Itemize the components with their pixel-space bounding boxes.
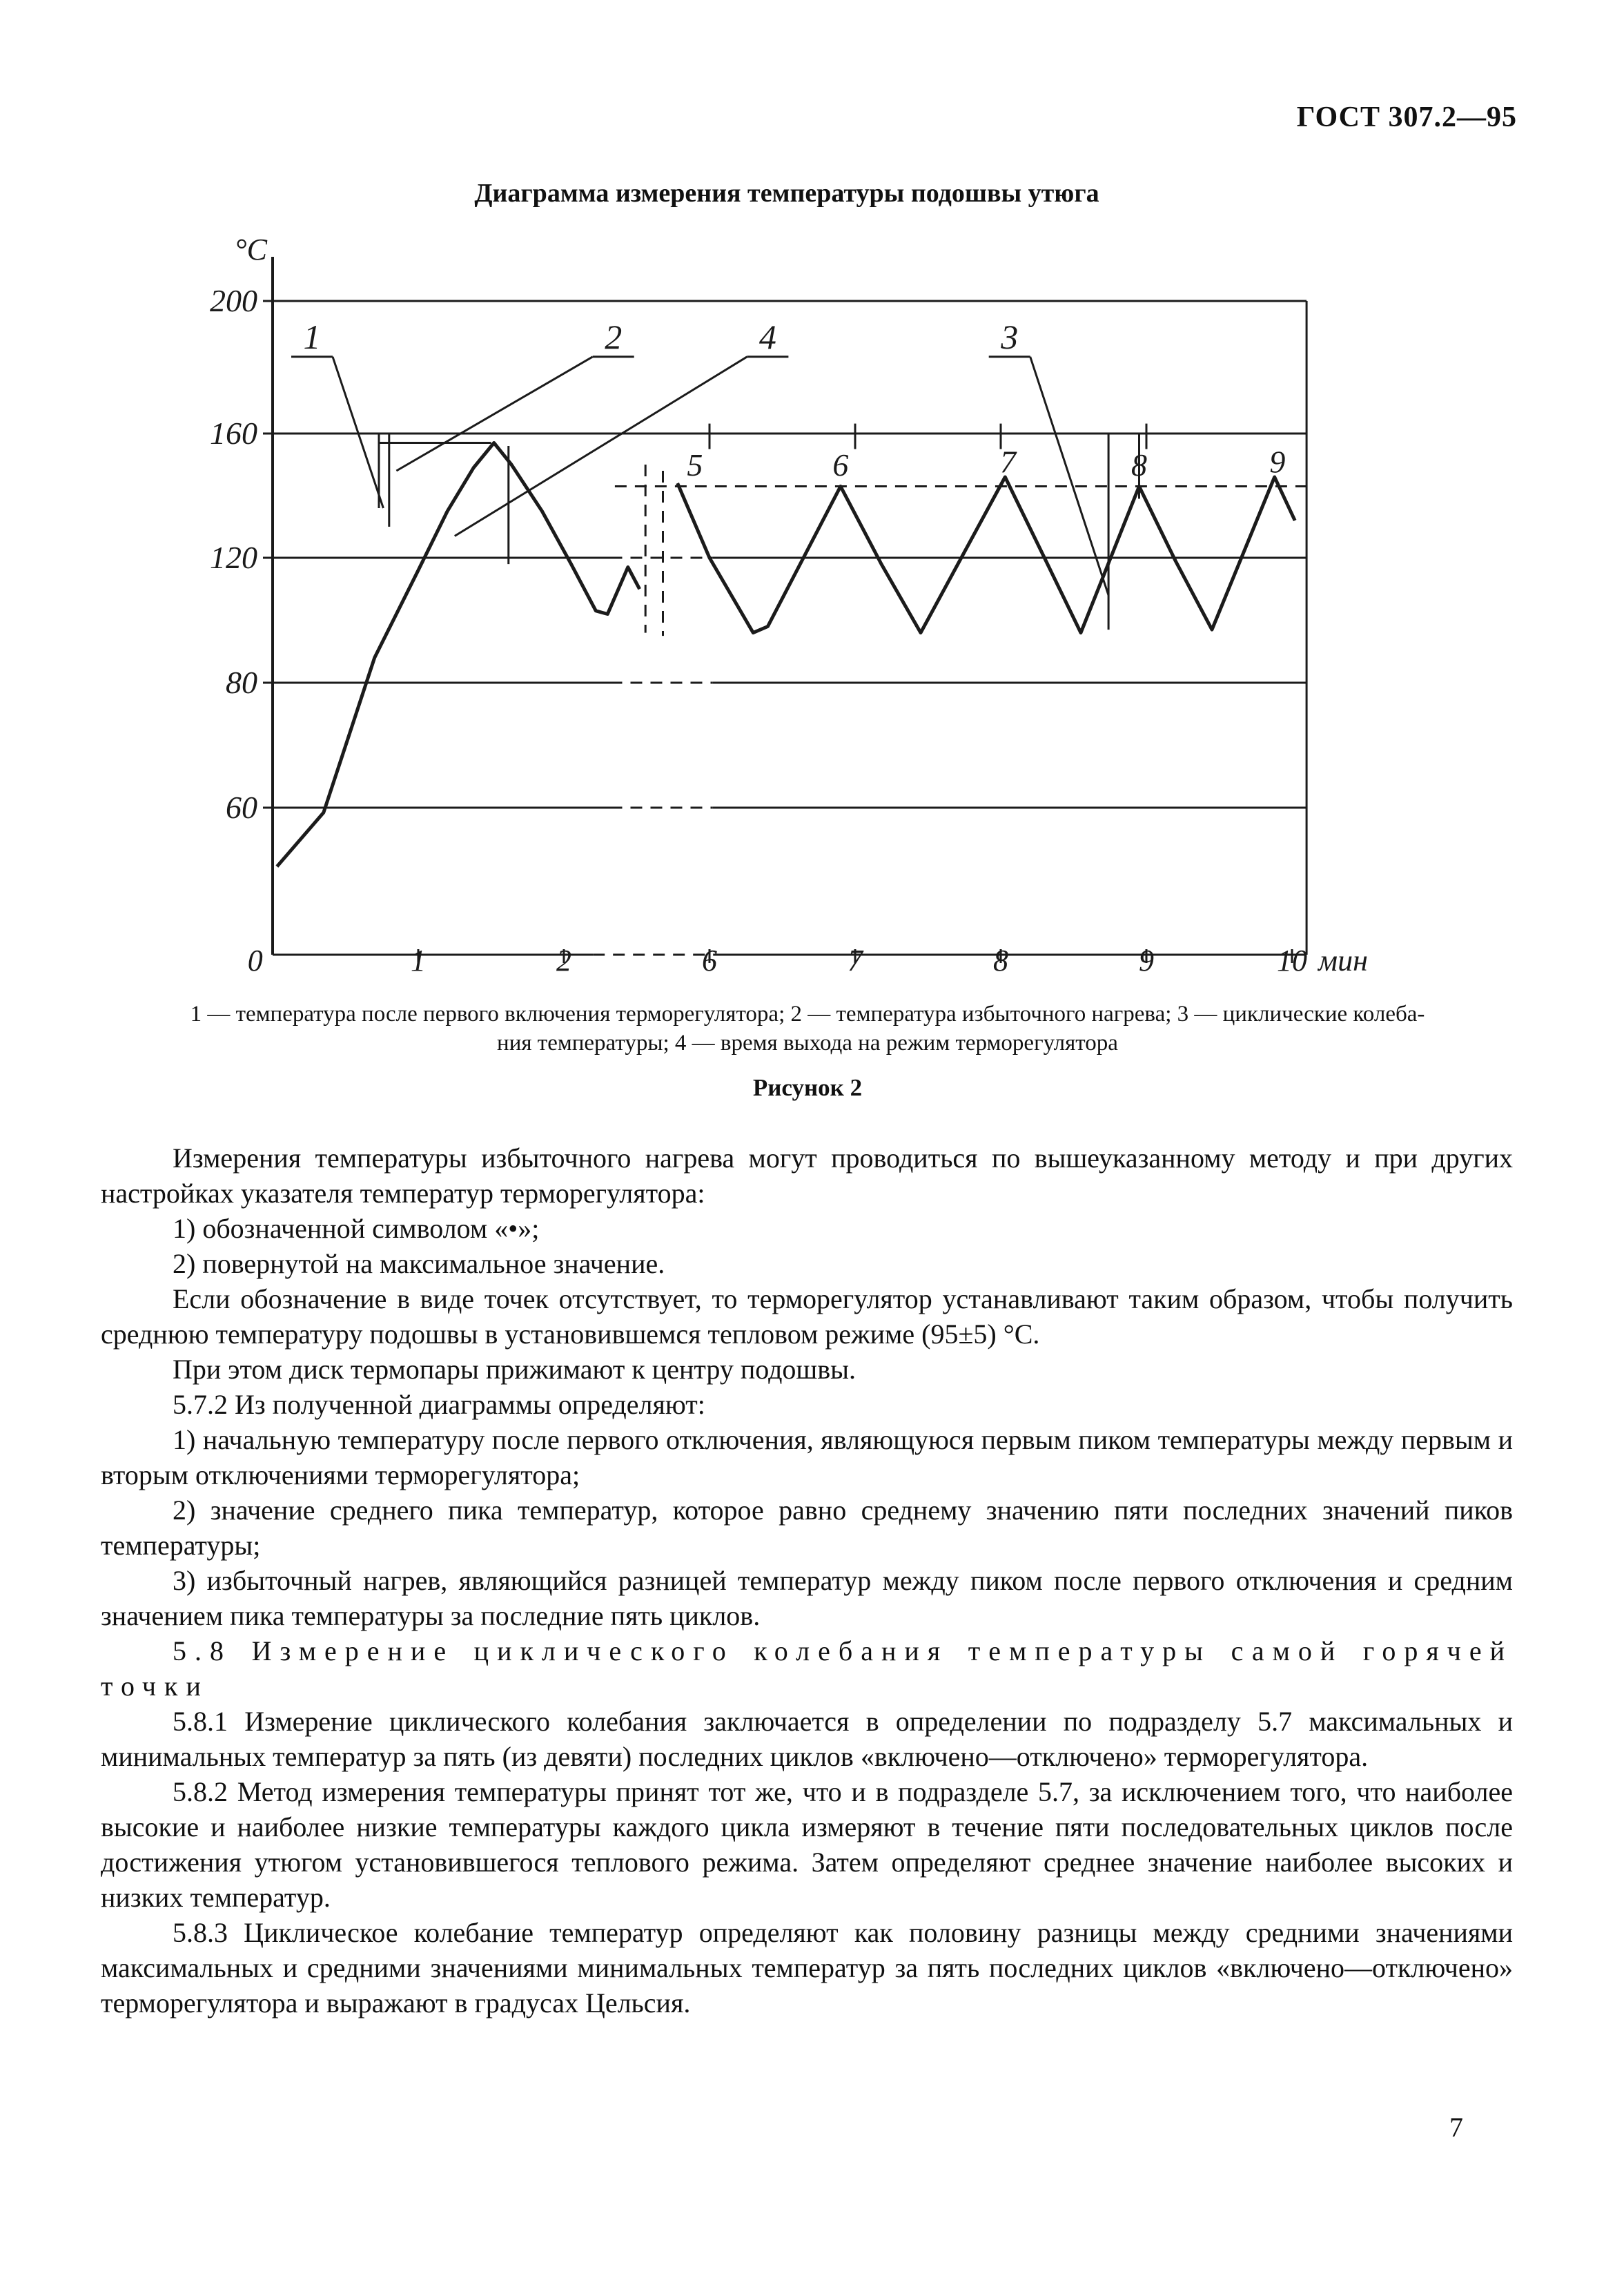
body-heading-5-8: 5.8 Измерение циклического колебания температуры самой горячей точки [101,1635,1513,1702]
body-paragraph: 2) значение среднего пика температур, которое равно среднему значению пяти последних значений пиков температуры; [101,1495,1513,1561]
svg-text:2: 2 [605,317,623,356]
page-number: 7 [1449,2112,1463,2143]
svg-text:1: 1 [303,317,321,356]
chart-cycle-numbers [687,445,1285,483]
svg-text:°C: °C [235,233,267,266]
svg-text:8: 8 [993,944,1008,977]
svg-text:200: 200 [210,283,257,318]
chart-axis-labels [210,233,1368,977]
svg-text:6: 6 [832,447,849,483]
svg-text:7: 7 [848,944,863,977]
temperature-chart [207,228,1380,994]
body-paragraph: Измерения температуры избыточного нагрева могут проводиться по вышеуказанному методу и при других настройках указателя температур терморегулятора: [101,1142,1513,1209]
body-paragraph: 5.8.1 Измерение циклического колебания заключается в определении по подразделу 5.7 максимальных и минимальных температур за пять (из девяти) последних циклов «включено—отключено» терморегулятора. [101,1706,1513,1772]
body-paragraph: 5.8.2 Метод измерения температуры принят тот же, что и в подразделе 5.7, за исключением того, что наиболее высокие и наиболее низкие температуры каждого цикла измеряют в течение пяти последовательных циклов после достижения утюгом установившегося теплового режима. Затем определяют среднее значение наиболее высоких и низких температур. [101,1776,1513,1913]
document-header: ГОСТ 307.2—95 [1296,101,1517,133]
body-paragraph: 1) начальную температуру после первого отключения, являющуюся первым пиком температуры между первым и вторым отключениями терморегулятора; [101,1424,1513,1490]
body-text [101,1140,1513,2021]
body-paragraph: 5.7.2 Из полученной диаграммы определяют: [173,1389,705,1420]
body-paragraph: 1) обозначенной символом «•»; [173,1213,540,1244]
svg-text:2: 2 [556,944,571,977]
svg-text:120: 120 [210,540,257,575]
svg-text:4: 4 [758,317,776,356]
svg-text:6: 6 [702,944,717,977]
temperature-chart-svg [207,228,1380,994]
body-paragraph: При этом диск термопары прижимают к центру подошвы. [173,1354,856,1385]
svg-text:10: 10 [1277,944,1307,977]
figure-caption-line: 1 — температура после первого включения терморегулятора; 2 — температура избыточного нагрева; 3 — циклические колеба- [190,1002,1425,1027]
svg-text:1: 1 [411,944,426,977]
svg-text:8: 8 [1131,447,1147,483]
svg-text:3: 3 [1001,317,1019,356]
body-paragraph: Если обозначение в виде точек отсутствует, то терморегулятор устанавливают таким образом, чтобы получить среднюю температуру подошвы в установившемся тепловом режиме (95±5) °С. [101,1283,1513,1350]
body-paragraph: 3) избыточный нагрев, являющийся разницей температур между пиком после первого отключения и средним значением пика температуры за последние пять циклов. [101,1565,1513,1631]
svg-text:60: 60 [226,790,257,825]
svg-text:160: 160 [210,416,257,451]
svg-text:9: 9 [1269,444,1286,480]
svg-text:80: 80 [226,665,257,700]
body-paragraph: 2) повернутой на максимальное значение. [173,1248,665,1279]
svg-text:7: 7 [1000,444,1016,480]
figure-label: Рисунок 2 [752,1074,863,1101]
figure-caption-line: ния температуры; 4 — время выхода на режим терморегулятора [497,1031,1118,1055]
temperature-curve [277,443,1295,867]
figure-title: Диаграмма измерения температуры подошвы утюга [474,179,1099,208]
svg-text:мин: мин [1318,944,1368,977]
svg-text:9: 9 [1139,944,1154,977]
svg-text:0: 0 [247,944,263,977]
svg-text:5: 5 [687,447,703,483]
figure-caption [117,1000,1498,1058]
body-paragraph: 5.8.3 Циклическое колебание температур определяют как половину разницы между средними значениями максимальных и средними значениями минимальных температур за пять последних циклов «включено—отключено» терморегулятора и выражают в градусах Цельсия. [101,1917,1513,2018]
chart-grid [273,301,1306,955]
